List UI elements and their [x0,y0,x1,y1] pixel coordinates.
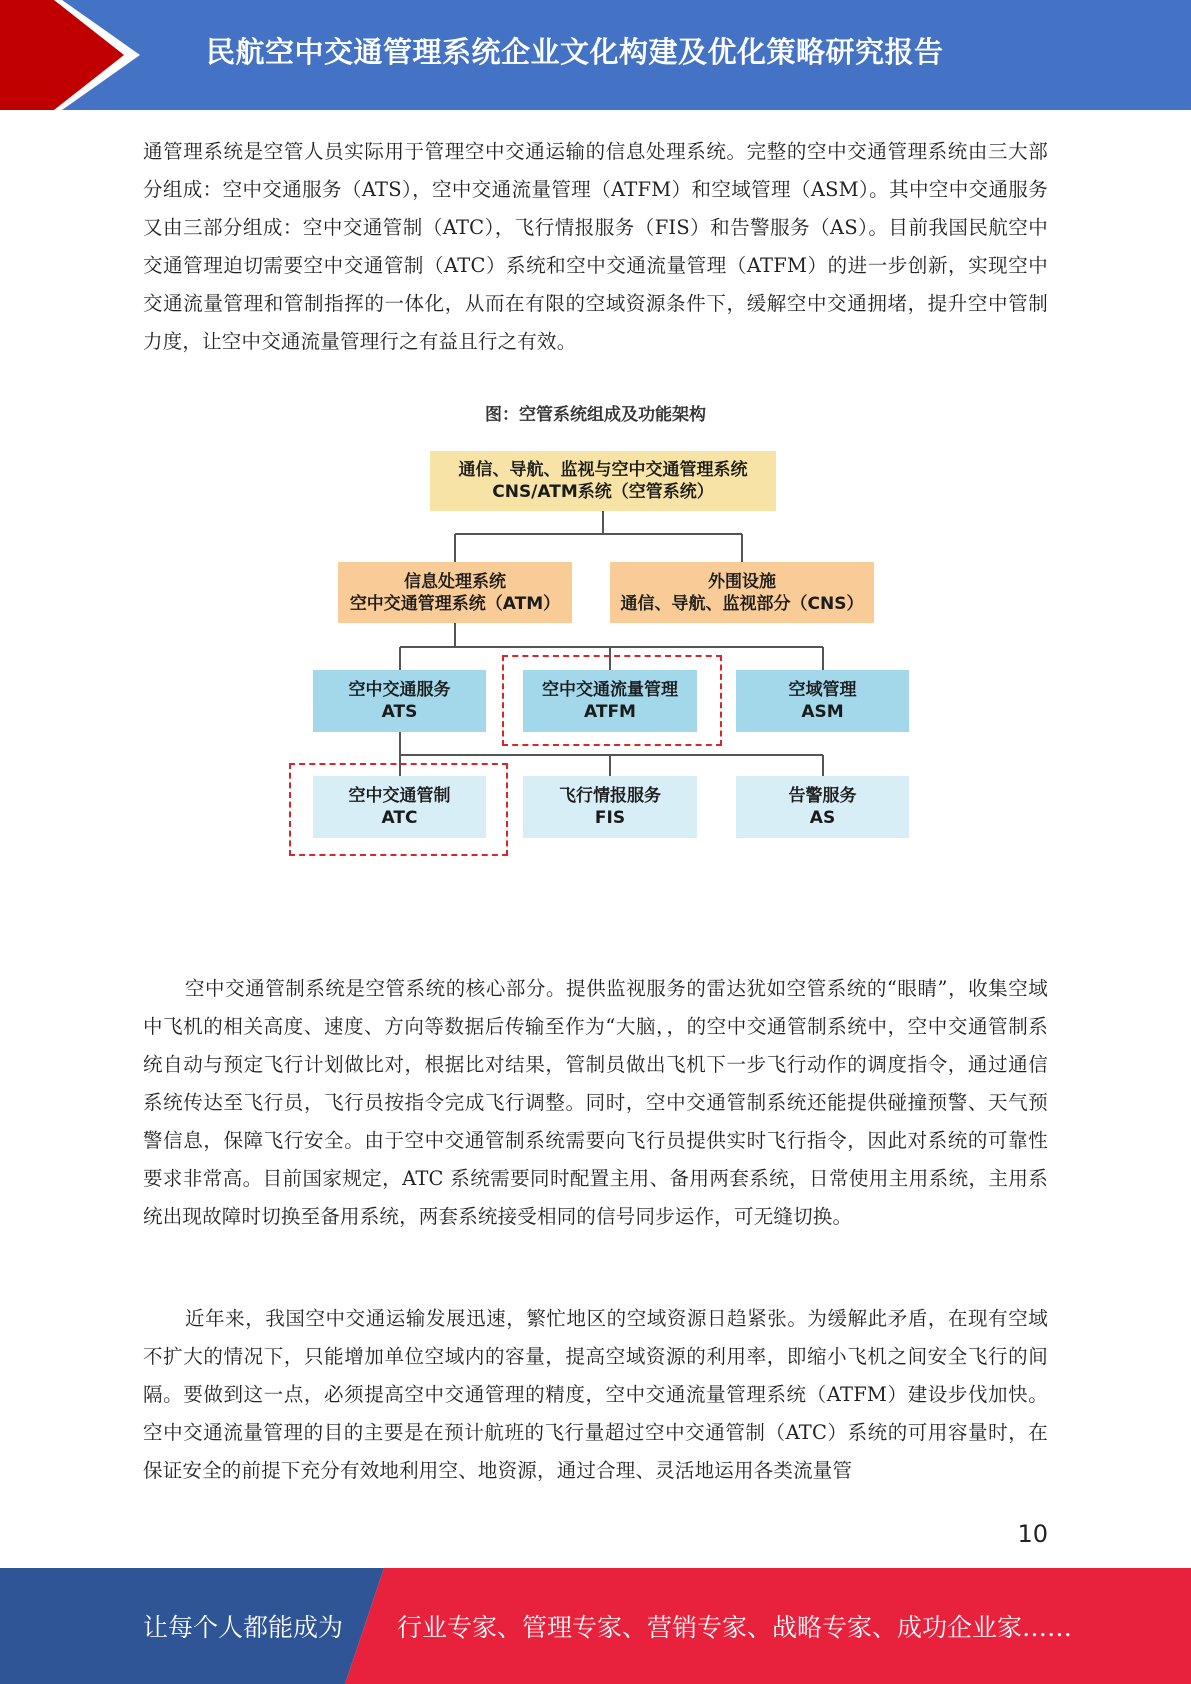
cns-atm-line1: 通信、导航、监视与空中交通管理系统 [458,460,748,480]
header-title: 民航空中交通管理系统企业文化构建及优化策略研究报告 [206,35,944,69]
atm-line1: 信息处理系统 [404,571,506,592]
page-header [0,0,1191,110]
header-chevron-icon [0,0,160,110]
fis-line1: 飞行情报服务 [559,786,661,806]
figure-caption: 图：空管系统组成及功能架构 [485,405,706,425]
atc-line2: ATC [381,808,418,828]
body-paragraph-2: 空中交通管制系统是空管系统的核心部分。提供监视服务的雷达犹如空管系统的“眼睛”，收集空域中飞机的相关高度、速度、方向等数据后传输至作为“大脑，，的空中交通管制系统中，空中交通管制系统自动与预定飞行计划做比对，根据比对结果，管制员做出飞机下一步飞行动作的调度指令，通过通信系统传达至飞行员，飞行员按指令完成飞行调整。同时，空中交通管制系统还能提供碰撞预警、天气预警信息，保障飞行安全。由于空中交通管制系统需要向飞行员提供实时飞行指令，因此对系统的可靠性要求非常高。目前国家规定，ATC 系统需要同时配置主用、备用两套系统，日常使用主用系统，主用系统出现故障时切换至备用系统，两套系统接受相同的信号同步运作，可无缝切换。 [143,977,1048,1228]
body-paragraph-3: 近年来，我国空中交通运输发展迅速，繁忙地区的空域资源日趋紧张。为缓解此矛盾，在现有空域不扩大的情况下，只能增加单位空域内的容量，提高空域资源的利用率，即缩小飞机之间安全飞行的间隔。要做到这一点，必须提高空中交通管理的精度，空中交通流量管理系统（ATFM）建设步伐加快。空中交通流量管理的目的主要是在预计航班的飞行量超过空中交通管制（ATC）系统的可用容量时，在保证安全的前提下充分有效地利用空、地资源，通过合理、灵活地运用各类流量管 [143,1307,1048,1482]
diagram-box-ats [313,670,486,732]
atfm-line2: ATFM [584,702,636,722]
page-number: 10 [1017,1520,1048,1548]
highlight-frame-atfm [502,655,722,746]
asm-line1: 空域管理 [788,680,857,700]
cns-atm-line2: CNS/ATM系统（空管系统） [492,482,714,502]
as-line2: AS [809,808,836,828]
ats-line2: ATS [381,702,418,722]
diagram-box-fis [523,776,697,838]
diagram-box-atm [338,562,572,623]
diagram-box-cns [610,562,874,623]
ats-line1: 空中交通服务 [348,680,451,700]
footer-right-text: 行业专家、管理专家、营销专家、战略专家、成功企业家…… [397,1613,1073,1642]
footer-left-text: 让每个人都能成为 [143,1613,344,1642]
asm-line2: ASM [801,702,844,722]
diagram-box-asm [736,670,909,732]
atm-line2: 空中交通管理系统（ATM） [349,593,561,614]
body-paragraph-1: 通管理系统是空管人员实际用于管理空中交通运输的信息处理系统。完整的空中交通管理系统由三大部分组成：空中交通服务（ATS），空中交通流量管理（ATFM）和空域管理（ASM）。其中空中交通服务又由三部分组成：空中交通管制（ATC），飞行情报服务（FIS）和告警服务（AS）。目前我国民航空中交通管理迫切需要空中交通管制（ATC）系统和空中交通流量管理（ATFM）的进一步创新，实现空中交通流量管理和管制指挥的一体化，从而在有限的空域资源条件下，缓解空中交通拥堵，提升空中管制力度，让空中交通流量管理行之有益且行之有效。 [143,140,1048,353]
as-line1: 告警服务 [788,786,857,806]
cns-line2: 通信、导航、监视部分（CNS） [620,593,864,614]
diagram-box-as [736,776,909,838]
diagram-box-cns-atm [430,451,776,511]
fis-line2: FIS [594,808,626,828]
atc-line1: 空中交通管制 [348,786,451,806]
highlight-frame-atc [289,763,508,856]
cns-line1: 外围设施 [708,571,776,592]
page-footer [0,1568,1191,1684]
atfm-line1: 空中交通流量管理 [542,680,678,700]
